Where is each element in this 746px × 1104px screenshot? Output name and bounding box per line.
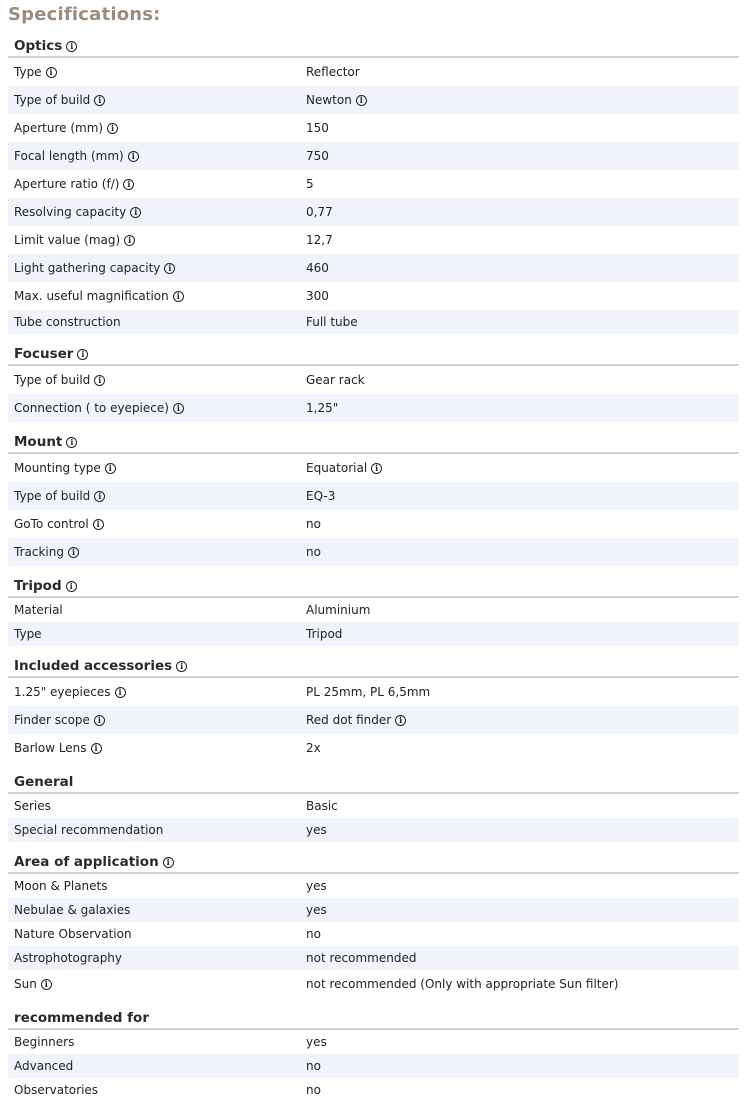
section-header: [8, 1006, 739, 1030]
info-icon[interactable]: i: [68, 547, 79, 558]
spec-value: yes: [306, 879, 327, 893]
spec-label: Moon & Planets: [14, 879, 108, 893]
spec-label: Limit value (mag): [14, 233, 121, 247]
spec-label: Max. useful magnification: [14, 289, 169, 303]
section-optics: [8, 34, 739, 334]
info-icon[interactable]: i: [356, 95, 367, 106]
spec-label: Type of build: [14, 489, 91, 503]
spec-label: Resolving capacity: [14, 205, 127, 219]
spec-label: Astrophotography: [14, 951, 123, 965]
spec-row: [8, 1054, 739, 1078]
info-icon[interactable]: i: [46, 67, 57, 78]
section-title: Area of application: [14, 854, 159, 870]
spec-value: Gear rack: [306, 373, 365, 387]
info-icon[interactable]: i: [128, 151, 139, 162]
spec-value: no: [306, 1059, 321, 1073]
spec-value: 12,7: [306, 233, 333, 247]
section-header: [8, 342, 739, 366]
spec-row: [8, 946, 739, 970]
spec-row: [8, 142, 739, 170]
spec-row: [8, 970, 739, 998]
spec-row: [8, 794, 739, 818]
spec-label: Tube construction: [14, 315, 121, 329]
spec-value: no: [306, 517, 321, 531]
spec-row: [8, 226, 739, 254]
spec-label: Connection ( to eyepiece): [14, 401, 169, 415]
spec-row: [8, 310, 739, 334]
info-icon[interactable]: i: [123, 179, 134, 190]
spec-label: GoTo control: [14, 517, 89, 531]
section-title: recommended for: [14, 1010, 149, 1026]
spec-row: [8, 818, 739, 842]
spec-row: [8, 678, 739, 706]
spec-label: Type of build: [14, 93, 91, 107]
info-icon[interactable]: i: [105, 463, 116, 474]
spec-value: no: [306, 927, 321, 941]
info-icon[interactable]: i: [66, 437, 77, 448]
info-icon[interactable]: i: [107, 123, 118, 134]
spec-value: 460: [306, 261, 329, 275]
section-general: [8, 770, 739, 842]
spec-row: [8, 874, 739, 898]
info-icon[interactable]: i: [163, 857, 174, 868]
section-focuser: [8, 342, 739, 422]
spec-row: [8, 454, 739, 482]
spec-row: [8, 538, 739, 566]
spec-label: Tracking: [14, 545, 64, 559]
spec-value: 2x: [306, 741, 321, 755]
info-icon[interactable]: i: [94, 715, 105, 726]
info-icon[interactable]: i: [91, 743, 102, 754]
spec-value: Full tube: [306, 315, 358, 329]
spec-label: Aperture (mm): [14, 121, 104, 135]
section-header: [8, 850, 739, 874]
spec-row: [8, 1030, 739, 1054]
info-icon[interactable]: i: [176, 661, 187, 672]
section-header: [8, 430, 739, 454]
info-icon[interactable]: i: [93, 519, 104, 530]
spec-value: Newton: [306, 93, 352, 107]
spec-label: Mounting type: [14, 461, 101, 475]
spec-value: 1,25": [306, 401, 339, 415]
info-icon[interactable]: i: [395, 715, 406, 726]
section-header: [8, 770, 739, 794]
spec-label: Sun: [14, 977, 37, 991]
spec-label: Observatories: [14, 1083, 99, 1097]
info-icon[interactable]: i: [371, 463, 382, 474]
section-title: Tripod: [14, 578, 62, 594]
info-icon[interactable]: i: [130, 207, 141, 218]
spec-label: Advanced: [14, 1059, 74, 1073]
spec-value: no: [306, 545, 321, 559]
spec-label: Barlow Lens: [14, 741, 87, 755]
section-title: General: [14, 774, 74, 790]
spec-label: Finder scope: [14, 713, 90, 727]
spec-label: Beginners: [14, 1035, 75, 1049]
spec-row: [8, 482, 739, 510]
spec-row: [8, 510, 739, 538]
spec-row: [8, 170, 739, 198]
info-icon[interactable]: i: [41, 979, 52, 990]
spec-value: Equatorial: [306, 461, 368, 475]
spec-value: Basic: [306, 799, 338, 813]
spec-value: 150: [306, 121, 329, 135]
spec-value: Reflector: [306, 65, 360, 79]
spec-value: PL 25mm, PL 6,5mm: [306, 685, 431, 699]
info-icon[interactable]: i: [124, 235, 135, 246]
spec-row: [8, 1078, 739, 1102]
spec-label: Aperture ratio (f/): [14, 177, 120, 191]
info-icon[interactable]: i: [66, 41, 77, 52]
spec-value: 300: [306, 289, 329, 303]
spec-label: Light gathering capacity: [14, 261, 161, 275]
spec-value: yes: [306, 823, 327, 837]
spec-label: Nature Observation: [14, 927, 132, 941]
spec-value: 0,77: [306, 205, 333, 219]
info-icon[interactable]: i: [115, 687, 126, 698]
section-title: Mount: [14, 434, 63, 450]
spec-row: [8, 922, 739, 946]
spec-row: [8, 394, 739, 422]
spec-row: [8, 898, 739, 922]
spec-value: yes: [306, 903, 327, 917]
section-title: Included accessories: [14, 658, 173, 674]
spec-value: 750: [306, 149, 329, 163]
spec-label: Material: [14, 603, 63, 617]
spec-row: [8, 706, 739, 734]
section-title: Optics: [14, 38, 63, 54]
info-icon[interactable]: i: [66, 581, 77, 592]
spec-label: Nebulae & galaxies: [14, 903, 131, 917]
spec-label: Series: [14, 799, 51, 813]
spec-value: EQ-3: [306, 489, 336, 503]
section-area-of-application: [8, 850, 739, 998]
section-header: [8, 34, 739, 58]
page-title: Specifications:: [8, 4, 161, 25]
section-included-accessories: [8, 654, 739, 762]
spec-row: [8, 598, 739, 622]
spec-row: [8, 86, 739, 114]
info-icon[interactable]: i: [173, 403, 184, 414]
spec-label: Type: [14, 627, 42, 641]
section-tripod: [8, 574, 739, 646]
spec-value: Aluminium: [306, 603, 371, 617]
spec-value: 5: [306, 177, 314, 191]
section-title: Focuser: [14, 346, 74, 362]
spec-value: Red dot finder: [306, 713, 392, 727]
spec-row: [8, 198, 739, 226]
section-header: [8, 654, 739, 678]
spec-label: Special recommendation: [14, 823, 164, 837]
spec-value: yes: [306, 1035, 327, 1049]
spec-row: [8, 734, 739, 762]
info-icon[interactable]: i: [164, 263, 175, 274]
section-recommended-for: [8, 1006, 739, 1102]
spec-label: Type of build: [14, 373, 91, 387]
section-mount: [8, 430, 739, 566]
spec-value: Tripod: [306, 627, 343, 641]
spec-row: [8, 114, 739, 142]
info-icon[interactable]: i: [173, 291, 184, 302]
section-header: [8, 574, 739, 598]
info-icon[interactable]: i: [77, 349, 88, 360]
spec-row: [8, 622, 739, 646]
info-icon[interactable]: i: [94, 375, 105, 386]
spec-value: not recommended: [306, 951, 417, 965]
spec-label: 1.25" eyepieces: [14, 685, 111, 699]
spec-row: [8, 366, 739, 394]
spec-value: no: [306, 1083, 321, 1097]
spec-row: [8, 282, 739, 310]
spec-row: [8, 254, 739, 282]
spec-label: Focal length (mm): [14, 149, 124, 163]
spec-label: Type: [14, 65, 42, 79]
spec-row: [8, 58, 739, 86]
spec-value: not recommended (Only with appropriate Sun filter): [306, 977, 619, 991]
info-icon[interactable]: i: [94, 95, 105, 106]
info-icon[interactable]: i: [94, 491, 105, 502]
